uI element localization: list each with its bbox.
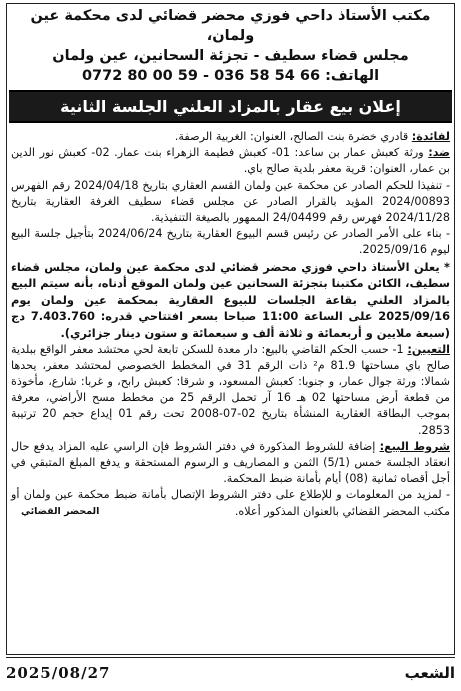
defendant-paragraph xyxy=(11,145,450,177)
specification-text: 1- حسب الحكم القاضي بالبيع: دار معدة للسكن تابعة لحي محتشد معفر الواقع ببلدية صالح باي مساحتها 81.9 م² ذات الرقم 31 في المخطط الخصوصي لمحتشد معفر، يحدها شمالا: ورثة جوال عمار، و جنوبا: كعبش المسعود، و شرقا: كعبش رابح، و غربا: شارع، مأخوذة من قطعة أرض مساحتها 02 هـ 16 آر تحمل الرقم 25 من مخطط مسح الأراضي، معرفة بموجب البطاقة العقارية المنشأة بتاريخ 02-07-2008 تحت رقم 01 إيداع حجم 20 ترتيبة 2853. xyxy=(11,342,450,437)
newspaper-footer xyxy=(6,657,455,688)
office-phone xyxy=(11,66,450,86)
phone-numbers: 0772 80 00 59 - 036 58 54 66 xyxy=(81,68,321,84)
beneficiary-text: قادري خضرة بنت الصالح، العنوان: الغربية الرصفة. xyxy=(174,130,409,143)
specification-label: التعيين: xyxy=(407,342,450,356)
specification-paragraph xyxy=(11,342,450,439)
office-address: مجلس قضاء سطيف - تجزئة السحانين، عين ولمان xyxy=(52,48,409,64)
info-text: - لمزيد من المعلومات و للإطلاع على دفتر الشروط الإتصال بأمانة ضبط محكمة عين ولمان أو مكتب المحضر القضائي بالعنوان المذكور أعلاه. xyxy=(11,488,450,518)
office-name: مكتب الأستاذ داحي فوزي محضر قضائي لدى محكمة عين ولمان، xyxy=(30,8,431,44)
conditions-label: شروط البيع: xyxy=(379,439,450,453)
sale-announcement: * يعلن الأستاذ داحي فوزي محضر قضائي لدى محكمة عين ولمان، مجلس قضاء سطيف، الكائن مكتبنا بتجزئة السحانين عين ولمان الموقع أدناه، بأنه سيتم البيع بالمزاد العلني بقاعة الجلسات للبيوع العقارية بمحكمة عين ولمان يوم 2025/09/16 على الساعة 11:00 صباحا بسعر افتتاحي قدره: 7.403.760 دج (سبعة ملايين و أربعمائة و ثلاثة ألف و سبعمائة و ستون دينار جزائري). xyxy=(11,259,450,340)
announcement-body xyxy=(11,129,450,520)
execution-paragraph-1: - تنفيذا للحكم الصادر عن محكمة عين ولمان القسم العقاري بتاريخ 2024/04/18 رقم الفهرس 2024/00893 المؤيد بالقرار الصادر عن مجلس قضاء سطيف الغرفة العقارية بتاريخ 2024/11/28 فهرس رقم 24/04499 الممهور بالصيغة التنفيذية. xyxy=(11,178,450,225)
defendant-label: ضد: xyxy=(428,146,450,160)
announcement-frame xyxy=(6,3,455,655)
beneficiary-label: لفائدة: xyxy=(411,130,450,143)
execution-paragraph-2: - بناء على الأمر الصادر عن رئيس قسم البيوع العقارية بتاريخ 2024/06/24 بتأجيل جلسة البيع ليوم 2025/09/16. xyxy=(11,227,450,257)
signature-label: المحضر القضائي xyxy=(21,505,100,517)
newspaper-name: الشعب xyxy=(404,664,455,682)
conditions-paragraph xyxy=(11,439,450,488)
publication-date: 2025/08/27 xyxy=(6,664,111,682)
announcement-title: إعلان بيع عقار بالمزاد العلني الجلسة الثانية xyxy=(9,90,452,123)
conditions-text: إضافة للشروط المذكورة في دفتر الشروط فإن الراسي عليه المزاد يدفع حال انعقاد الجلسة خمس (5/1) الثمن و المصاريف و الرسوم المستحقة و يدفع المبلغ المتبقي في أجل أقصاه ثمانية (08) أيام بأمانة ضبط المحكمة. xyxy=(11,439,450,486)
info-paragraph xyxy=(11,487,450,519)
defendant-text: ورثة كعبش عمار بن ساعد: 01- كعبش فطيمة الزهراء بنت عمار. 02- كعبش نور الدين بن عمار، العنوان: قرية معفر بلدية صالح باي. xyxy=(11,146,450,176)
beneficiary-paragraph xyxy=(11,129,450,145)
phone-label: الهاتف: xyxy=(325,68,380,84)
